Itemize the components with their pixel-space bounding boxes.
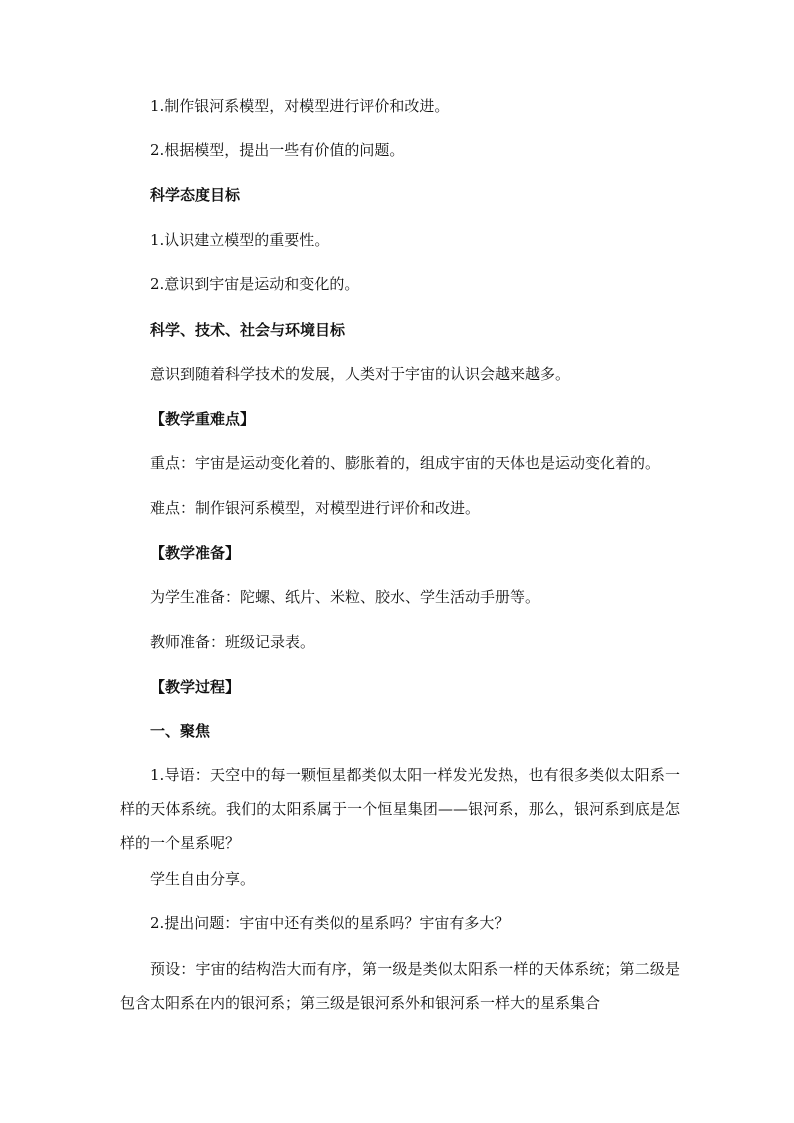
section-heading-stse: 科学、技术、社会与环境目标 xyxy=(150,321,346,339)
attitude-line-2: 2.意识到宇宙是运动和变化的。 xyxy=(150,275,360,293)
question-line: 2.提出问题：宇宙中还有类似的星系吗？宇宙有多大？ xyxy=(150,914,510,932)
student-prep-line: 为学生准备：陀螺、纸片、米粒、胶水、学生活动手册等。 xyxy=(150,588,541,606)
section-heading-preparation: 【教学准备】 xyxy=(150,544,241,562)
section-heading-attitude: 科学态度目标 xyxy=(150,186,241,204)
attitude-line-1: 1.认识建立模型的重要性。 xyxy=(150,231,330,249)
teacher-prep-line: 教师准备：班级记录表。 xyxy=(150,633,316,651)
subsection-heading-focus: 一、聚焦 xyxy=(150,722,211,740)
section-heading-key-points: 【教学重难点】 xyxy=(150,410,256,428)
objective-line-1: 1.制作银河系模型，对模型进行评价和改进。 xyxy=(150,97,450,115)
objective-line-2: 2.根据模型，提出一些有价值的问题。 xyxy=(150,141,405,159)
intro-paragraph: 1.导语：天空中的每一颗恒星都类似太阳一样发光发热，也有很多类似太阳系一样的天体系统。我们的太阳系属于一个恒星集团——银河系，那么，银河系到底是怎样的一个星系呢？ xyxy=(120,766,680,852)
section-heading-process: 【教学过程】 xyxy=(150,678,241,696)
stse-line: 意识到随着科学技术的发展，人类对于宇宙的认识会越来越多。 xyxy=(150,365,571,383)
student-share-line: 学生自由分享。 xyxy=(150,870,256,888)
key-point-line: 重点：宇宙是运动变化着的、膨胀着的，组成宇宙的天体也是运动变化着的。 xyxy=(150,454,661,472)
difficulty-line: 难点：制作银河系模型，对模型进行评价和改进。 xyxy=(150,499,481,517)
preset-paragraph: 预设：宇宙的结构浩大而有序，第一级是类似太阳系一样的天体系统；第二级是包含太阳系在内的银河系；第三级是银河系外和银河系一样大的星系集合 xyxy=(120,960,680,1012)
